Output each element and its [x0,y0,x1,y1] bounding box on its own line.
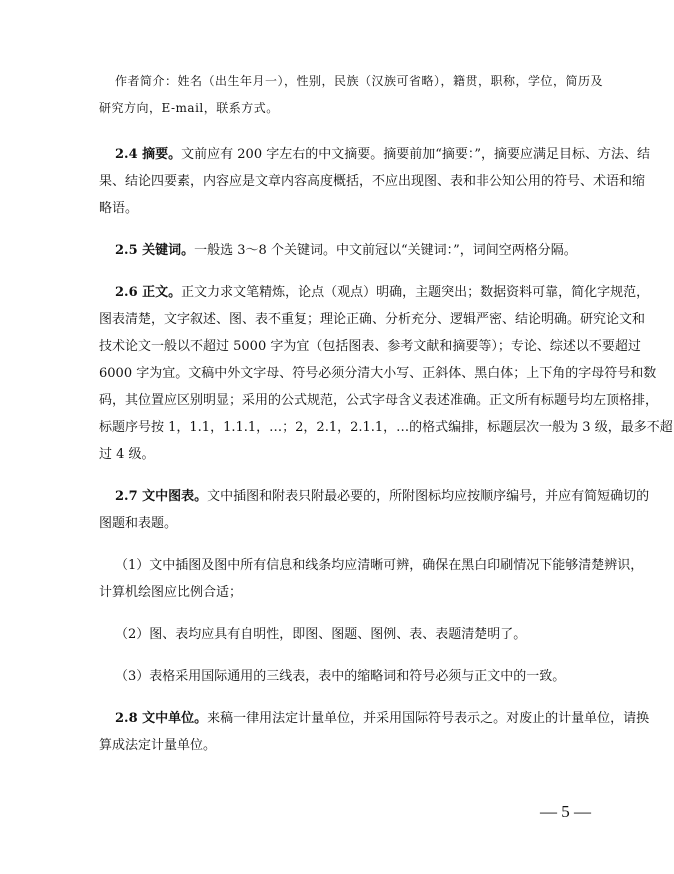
text-line: 作者简介：姓名（出生年月一），性别，民族（汉族可省略），籍贯，职称，学位，简历及 [115,74,604,88]
text-line [99,306,646,333]
text-line [99,237,596,264]
line-text: 文前应有 200 字左右的中文摘要。摘要前加“摘要：”，摘要应满足目标、方法、结 [181,147,651,162]
line-text: 来稿一律用法定计量单位，并采用国际符号表示之。对废止的计量单位，请换 [207,711,650,726]
text-line [99,333,641,360]
page-number: — 5 — [540,802,591,821]
section-heading: 2.6 正文。 [115,285,182,300]
line-text: 技术论文一般以不超过 5000 字为宜（包括图表、参考文献和摘要等）；专论、综述以不要超过 [99,339,641,354]
text-line [99,621,596,648]
line-text: 标题序号按 1，1.1，1.1.1，…；2，2.1，2.1.1，…的格式编排，标题层次一般为 3 级，最多不超 [99,420,673,435]
text-line [99,414,673,441]
line-text: （1）文中插图及图中所有信息和线条均应清晰可辨，确保在黑白印刷情况下能够清楚辨识， [115,558,644,573]
section-units [99,705,650,759]
line-text: 正文力求文笔精炼，论点（观点）明确，主题突出；数据资料可靠，简化字规范， [181,285,650,300]
text-line [99,483,650,510]
line-text: 算成法定计量单位。 [99,738,217,753]
section-figures-tables [99,483,650,537]
list-item-2 [99,621,596,648]
text-line [99,663,596,690]
text-line [99,141,651,168]
line-text: 一般选 3～8 个关键词。中文前冠以“关键词：”，词间空两格分隔。 [194,243,577,258]
text-line [99,360,657,387]
section-heading: 2.5 关键词。 [115,243,195,258]
text-line [99,195,596,222]
line-text: （3）表格采用国际通用的三线表，表中的缩略词和符号必须与正文中的一致。 [115,669,566,684]
text-line: 研究方向，E-mail，联系方式。 [99,101,279,115]
list-item-3 [99,663,596,690]
section-abstract [99,141,651,222]
text-line [99,732,596,759]
line-text: 过 4 级。 [99,447,155,462]
text-line [99,705,650,732]
line-text: 6000 字为宜。文稿中外文字母、符号必须分清大小写、正斜体、黑白体；上下角的字母符号和数 [99,366,657,381]
text-line [99,387,659,414]
line-text: （2）图、表均应具有自明性，即图、图题、图例、表、表题清楚明了。 [115,627,527,642]
section-heading: 2.8 文中单位。 [115,711,208,726]
line-text: 图表清楚，文字叙述、图、表不重复；理论正确、分析充分、逻辑严密、结论明确。研究论文和 [99,312,646,327]
text-line [99,441,596,468]
section-heading: 2.4 摘要。 [115,147,182,162]
text-line [99,510,596,537]
line-text: 码，其位置应区别明显；采用的公式规范，公式字母含义表述准确。正文所有标题号均左顶格排， [99,393,659,408]
section-body-text [99,279,673,468]
section-keywords [99,237,596,264]
list-item-1 [99,552,644,606]
line-text: 果、结论四要素，内容应是文章内容高度概括，不应出现图、表和非公知公用的符号、术语和缩 [99,174,646,189]
line-text: 文中插图和附表只附最必要的，所附图标均应按顺序编号，并应有简短确切的 [207,489,650,504]
author-intro-paragraph [99,68,604,122]
text-line [99,168,646,195]
line-text: 计算机绘图应比例合适； [99,585,243,600]
text-line [99,552,644,579]
text-line [99,279,650,306]
text-line [99,579,596,606]
line-text: 略语。 [99,201,139,216]
line-text: 图题和表题。 [99,516,178,531]
section-heading: 2.7 文中图表。 [115,489,208,504]
